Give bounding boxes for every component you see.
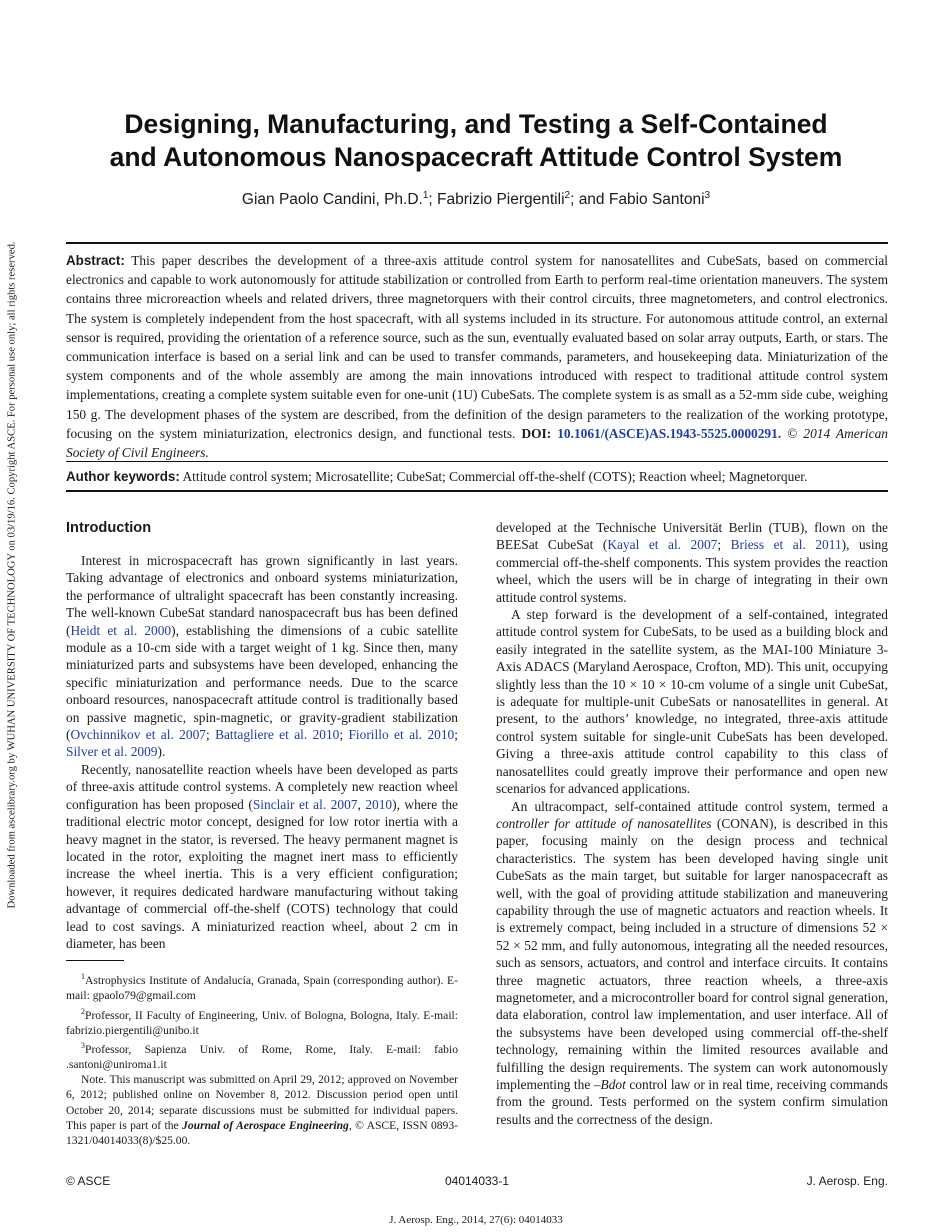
keywords-rule <box>66 490 888 492</box>
intro-paragraph-1: Interest in microspacecraft has grown significantly in last years. Taking advantage of electronics and onboard systems miniaturization, the performance of ultralight spacecraft has been constantly increasing. The well-known CubeSat standard nanospacecraft bus has been defined (Heidt et al. 2000), establishing the dimensions of a cubic satellite module as a 10-cm side with a target weight of 1 kg. Since then, many miniaturized parts and subsystems have been developed, enhancing the specific miniaturization and performance needs. Due to the scarce onboard resources, nanospacecraft attitude control is traditionally based on passive magnetic, spin-magnetic, or gravity-gradient stabilization (Ovchinnikov et al. 2007; Battagliere et al. 2010; Fiorillo et al. 2010; Silver et al. 2009). <box>66 553 458 760</box>
author-2-affiliation-mark: 2 <box>564 190 571 201</box>
author-3-affiliation-mark: 3 <box>704 190 711 201</box>
left-column <box>66 518 458 1148</box>
footer-publisher: © ASCE <box>66 1174 111 1188</box>
doi-label: DOI: <box>521 425 552 441</box>
download-notice: Downloaded from ascelibrary.org by WUHAN UNIVERSITY OF TECHNOLOGY on 03/19/16. Copyright ASCE. For personal use only; all rights reserved. <box>6 241 18 909</box>
paper-title <box>60 108 892 174</box>
keywords-text: Attitude control system; Microsatellite; CubeSat; Commercial off-the-shelf (COTS); Reaction wheel; Magnetorquer. <box>179 469 808 484</box>
keywords-label: Author keywords: <box>66 469 180 484</box>
title-line-1: Designing, Manufacturing, and Testing a Self-Contained <box>124 109 828 139</box>
reference-link[interactable]: Ovchinnikov et al. 2007 <box>70 727 206 743</box>
intro-paragraph-2: Recently, nanosatellite reaction wheels have been developed as parts of three-axis attitude control systems. A completely new reaction wheel configuration has been proposed (Sinclair et al. 2007, 2010), where the traditional electric motor concept, designed for low rotor inertia with a heavy magnet in the stator, is reversed. The heavy permanent magnet is located in the rotor, exploiting the magnet inert mass to efficiently increase the wheel inertia. This is a very efficient configuration; however, it requires dedicated hardware manufacturing without taking advantage of commercial off-the-shelf (COTS) technology that could lead to cost savings. A miniaturized reaction wheel, about 2 cm in diameter, has been <box>66 761 458 951</box>
citation-line: J. Aerosp. Eng., 2014, 27(6): 04014033 <box>389 1214 563 1226</box>
journal-name: Journal of Aerospace Engineering <box>182 1118 349 1132</box>
footnote-3: $^3$Professor, Sapienza Univ. of Rome, Rome, Italy. E-mail: fabio .santoni@uniroma1.it <box>66 1040 458 1071</box>
manuscript-note: Note. This manuscript was submitted on April 29, 2012; approved on November 6, 2012; published online on November 8, 2012. Discussion period open until October 20, 2014; separate discussions must be submitted for individual papers. This paper is part of the Journal of Aerospace Engineering, © ASCE, ISSN 0893-1321/04014033(8)/$25.00. <box>66 1073 458 1147</box>
title-line-2: and Autonomous Nanospacecraft Attitude Control System <box>109 142 843 172</box>
abstract <box>66 251 888 462</box>
author-keywords <box>66 467 888 486</box>
footnote-1: $^1$Astrophysics Institute of Andalucía, Granada, Spain (corresponding author). E-mail: gpaolo79@gmail.com <box>66 972 458 1003</box>
author-1: Gian Paolo Candini, Ph.D. <box>241 191 423 209</box>
header-rule <box>66 242 888 244</box>
page-footer <box>66 1174 888 1190</box>
author-2: ; Fabrizio Piergentili <box>428 191 565 209</box>
reference-link[interactable]: Kayal et al. 2007 <box>607 537 718 553</box>
section-heading-introduction: Introduction <box>66 520 152 536</box>
abstract-rule <box>66 461 888 462</box>
intro-paragraph-4: A step forward is the development of a self-contained, integrated attitude control system for CubeSats, to be used as a building block and easily integrated in the satellite system, as the MAI-100 Miniature 3-Axis ADACS (Maryland Aerospace, Crofton, MD). This unit, occupying slightly less than the 10 × 10 × 10-cm volume of a single unit CubeSat, is adequate for multiple-unit CubeSats or nanosatellites in general. At present, to the authors’ knowledge, no integrated, three-axis attitude control system suitable for single-unit CubeSats has been developed. Giving a three-axis attitude control capability to this class of nanosatellites could greatly improve their performance and open new scenarios for advanced applications. <box>496 607 888 797</box>
copyright-notice: © 2014 American Society of Civil Engineers. <box>66 425 888 461</box>
intro-paragraph-5: An ultracompact, self-contained attitude control system, termed a controller for attitude of nanosatellites (CONAN), is described in this paper, focusing mainly on the design process and technical characteristics. The system has been developed having single unit CubeSats as the main target, but suitable for larger nanospacecraft as well, with the goal of providing attitude stabilization and maneuvering capability through the use of magnetic actuators and reaction wheels. It is extremely compact, being included in a structure of dimensions 52 × 52 × 52 mm, and fully autonomous, integrating all the needed resources, such as sensors, actuators, and control and interface circuits. It contains three magnetic actuators, three reaction wheels, a three-axis magnetometer, and a microcontroller board for control signal generation, data elaboration, control law implementation, and user interface. All of the subsystems have been developed using commercial off-the-shelf technology, remaining within the limited resources available and fulfilling the design requirements. The system can work autonomously implementing the –Bdot control law or in real time, receiving commands from the ground. Tests performed on the system confirm simulation results and the correctness of the design. <box>496 798 889 1127</box>
abstract-label: Abstract: <box>66 253 125 268</box>
footnote-rule <box>66 960 124 961</box>
abstract-text: This paper describes the development of a three-axis attitude control system for nanosatellites and CubeSats, based on commercial electronics and capable to work autonomously for attitude stabilization or controlled from Earth to perform real-time orientation maneuvers. The system contains three microreaction wheels and related drivers, three magnetorquers with their control circuits, three magnetometers, and control electronics. The system is completely independent from the host spacecraft, with all systems included in its structure. For autonomous attitude control, an external sensor is required, providing the orientation of a reference source, such as the sun, eventually evaluated based on solar array outputs, Earth, or stars. The communication interface is based on a serial link and can be used to transfer commands, parameters, and housekeeping data. Miniaturization of the system components and of the whole assembly are among the main innovations introduced with respect to traditional attitude control system implementations, creating a complete system suitable even for one-unit (1U) CubeSats. The complete system is as small as a 52-mm side cube, weighing 150 g. The development phases of the system are described, from the definition of the design parameters to the realization of the working prototype, focusing on the system miniaturization, electronics design, and functional tests. <box>66 253 888 441</box>
footnote-2: $^2$Professor, II Faculty of Engineering, Univ. of Bologna, Bologna, Italy. E-mail: fabrizio.piergentili@unibo.it <box>66 1006 458 1037</box>
reference-link[interactable]: Sinclair et al. 2007 <box>252 796 358 812</box>
author-list <box>60 190 892 209</box>
footer-page-number: 04014033-1 <box>444 1174 510 1188</box>
reference-link[interactable]: Briess et al. 2011 <box>730 537 842 553</box>
author-1-affiliation-mark: 1 <box>422 190 429 201</box>
reference-link[interactable]: 2010 <box>365 796 393 812</box>
reference-link[interactable]: Battagliere et al. 2010 <box>215 727 340 743</box>
intro-paragraph-3: developed at the Technische Universität Berlin (TUB), flown on the BEESat CubeSat (Kayal et al. 2007; Briess et al. 2011), using commercial off-the-shelf components. This system provides the reaction wheel, which the users will be in charge of integrating in their own attitude control systems. <box>496 520 888 605</box>
reference-link[interactable]: Fiorillo et al. 2010 <box>348 727 455 743</box>
doi-link[interactable]: 10.1061/(ASCE)AS.1943-5525.0000291. <box>557 425 782 441</box>
footer-journal: J. Aerosp. Eng. <box>806 1174 888 1188</box>
reference-link[interactable]: Silver et al. 2009 <box>66 744 158 760</box>
author-3: ; and Fabio Santoni <box>570 191 705 209</box>
reference-link[interactable]: Heidt et al. 2000 <box>70 622 172 638</box>
right-column <box>496 519 888 1128</box>
